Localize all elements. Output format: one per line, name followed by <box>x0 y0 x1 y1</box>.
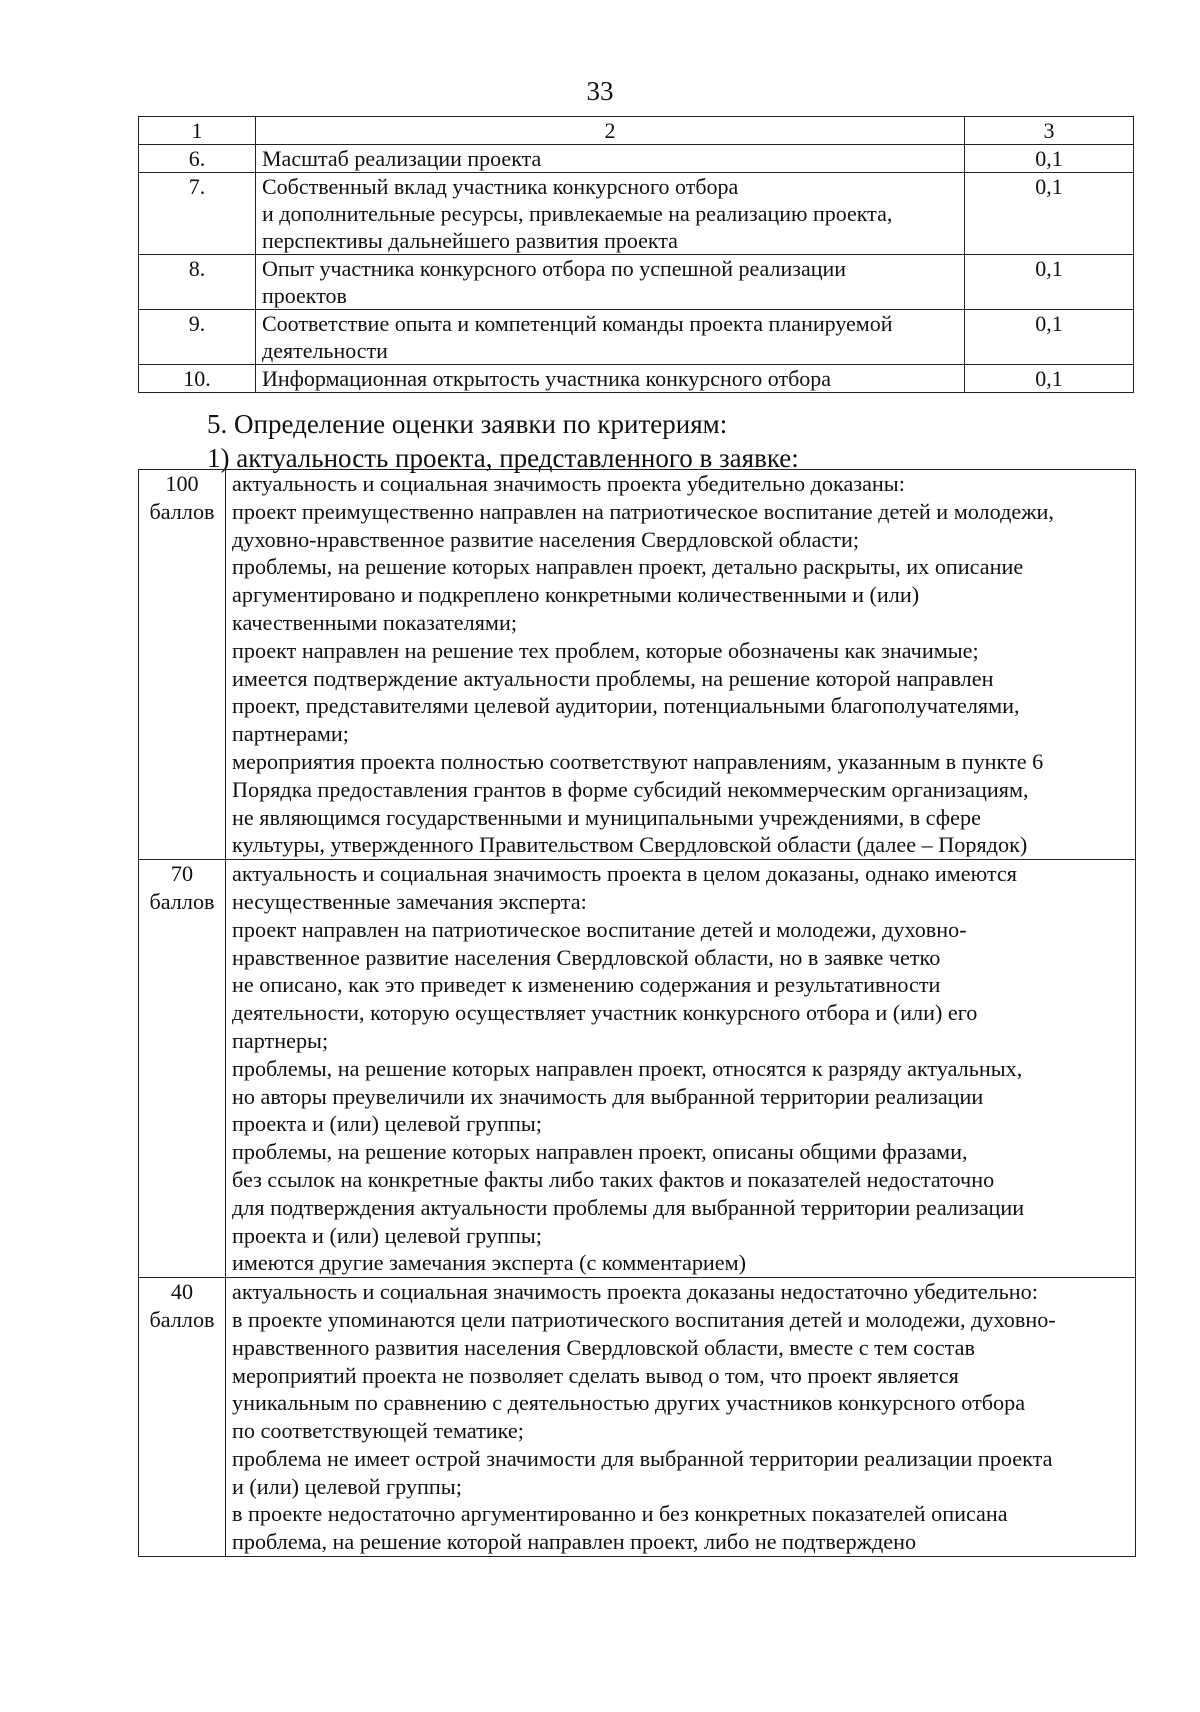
score-cell <box>139 860 226 1278</box>
description-line: качественными показателями; <box>232 609 518 635</box>
criteria-text-line: Соответствие опыта и компетенций команды проекта планируемой <box>262 311 893 336</box>
header-col-1: 1 <box>139 117 256 145</box>
description-line: для подтверждения актуальности проблемы для выбранной территории реализации <box>232 1194 1025 1220</box>
criteria-row <box>139 145 1134 173</box>
criteria-number: 10. <box>139 365 256 393</box>
criteria-number: 8. <box>139 255 256 310</box>
criteria-text <box>256 310 965 365</box>
scoring-row <box>139 470 1136 860</box>
score-value: 40 <box>170 1279 194 1305</box>
header-col-3: 3 <box>965 117 1134 145</box>
criteria-weight: 0,1 <box>965 173 1134 255</box>
score-unit: баллов <box>149 498 215 524</box>
criteria-number: 9. <box>139 310 256 365</box>
score-cell <box>139 470 226 860</box>
description-line: деятельности, которую осуществляет участник конкурсного отбора и (или) его <box>232 1000 978 1026</box>
description-line: аргументировано и подкреплено конкретными количественными и (или) <box>232 582 920 608</box>
description-line: актуальность и социальная значимость проекта доказаны недостаточно убедительно: <box>232 1279 1038 1305</box>
criteria-row <box>139 173 1134 255</box>
description-line: без ссылок на конкретные факты либо таких фактов и показателей недостаточно <box>232 1166 995 1192</box>
description-line: в проекте упоминаются цели патриотического воспитания детей и молодежи, духовно- <box>232 1306 1056 1332</box>
criteria-text-line: Опыт участника конкурсного отбора по успешной реализации <box>262 256 847 281</box>
page-number: 33 <box>586 76 614 106</box>
description-line: имеются другие замечания эксперта (с комментарием) <box>232 1250 747 1276</box>
description-line: проблема, на решение которой направлен проект, либо не подтверждено <box>232 1529 917 1555</box>
description-line: в проекте недостаточно аргументированно и без конкретных показателей описана <box>232 1501 1008 1527</box>
description-line: не являющимся государственными и муниципальными учреждениями, в сфере <box>232 804 981 830</box>
criteria-weight: 0,1 <box>965 310 1134 365</box>
description-line: но авторы преувеличили их значимость для выбранной территории реализации <box>232 1083 984 1109</box>
scoring-table <box>138 469 1136 1557</box>
scoring-row <box>139 860 1136 1278</box>
description-line: Порядка предоставления грантов в форме субсидий некоммерческим организациям, <box>232 776 1029 802</box>
header-col-2: 2 <box>256 117 965 145</box>
description-line: не описано, как это приведет к изменению содержания и результативности <box>232 972 941 998</box>
criteria-text-line: перспективы дальнейшего развития проекта <box>262 228 678 253</box>
description-line: и (или) целевой группы; <box>232 1473 462 1499</box>
criteria-row <box>139 365 1134 393</box>
criteria-text <box>256 365 965 393</box>
description-line: проблемы, на решение которых направлен проект, относятся к разряду актуальных, <box>232 1055 1023 1081</box>
scoring-row <box>139 1278 1136 1557</box>
description-line: имеется подтверждение актуальности проблемы, на решение которой направлен <box>232 665 994 691</box>
criteria-text <box>256 173 965 255</box>
description-line: проблема не имеет острой значимости для выбранной территории реализации проекта <box>232 1445 1053 1471</box>
description-line: проект направлен на патриотическое воспитание детей и молодежи, духовно- <box>232 916 967 942</box>
description-line: культуры, утвержденного Правительством Свердловской области (далее – Порядок) <box>232 832 1028 858</box>
section-title: 5. Определение оценки заявки по критериям: <box>207 409 728 439</box>
description-line: проект, представителями целевой аудитории, потенциальными благополучателями, <box>232 693 1020 719</box>
description-line: проект преимущественно направлен на патриотическое воспитание детей и молодежи, <box>232 498 1054 524</box>
description-line: мероприятий проекта не позволяет сделать вывод о том, что проект является <box>232 1362 959 1388</box>
criteria-text <box>256 255 965 310</box>
description-line: нравственного развития населения Свердловской области, вместе с тем состав <box>232 1334 975 1360</box>
criteria-number: 6. <box>139 145 256 173</box>
criteria-text-line: Масштаб реализации проекта <box>262 146 542 171</box>
description-line: проекта и (или) целевой группы; <box>232 1222 542 1248</box>
subsection-title: 1) актуальность проекта, представленного в заявке: <box>207 443 799 473</box>
criteria-number: 7. <box>139 173 256 255</box>
score-value: 70 <box>170 861 194 887</box>
description-line: партнерами; <box>232 721 349 747</box>
score-description <box>226 470 1136 860</box>
score-description <box>226 1278 1136 1557</box>
criteria-table <box>138 116 1134 393</box>
criteria-text-line: и дополнительные ресурсы, привлекаемые на реализацию проекта, <box>262 201 893 226</box>
criteria-text <box>256 145 965 173</box>
description-line: мероприятия проекта полностью соответствуют направлениям, указанным в пункте 6 <box>232 748 1044 774</box>
criteria-row <box>139 255 1134 310</box>
description-line: нравственное развитие населения Свердловской области, но в заявке четко <box>232 944 941 970</box>
score-unit: баллов <box>149 888 215 914</box>
description-line: уникальным по сравнению с деятельностью других участников конкурсного отбора <box>232 1390 1026 1416</box>
description-line: проект направлен на решение тех проблем, которые обозначены как значимые; <box>232 637 979 663</box>
criteria-weight: 0,1 <box>965 365 1134 393</box>
description-line: по соответствующей тематике; <box>232 1418 524 1444</box>
criteria-text-line: Информационная открытость участника конкурсного отбора <box>262 366 832 391</box>
criteria-weight: 0,1 <box>965 255 1134 310</box>
description-line: актуальность и социальная значимость проекта убедительно доказаны: <box>232 471 905 496</box>
criteria-text-line: проектов <box>262 283 347 308</box>
description-line: проекта и (или) целевой группы; <box>232 1111 542 1137</box>
criteria-text-line: деятельности <box>262 338 388 363</box>
criteria-weight: 0,1 <box>965 145 1134 173</box>
criteria-table-header-row <box>139 117 1134 145</box>
score-value: 100 <box>165 471 199 496</box>
criteria-text-line: Собственный вклад участника конкурсного отбора <box>262 174 739 199</box>
description-line: проблемы, на решение которых направлен проект, детально раскрыты, их описание <box>232 554 1024 580</box>
score-cell <box>139 1278 226 1557</box>
description-line: духовно-нравственное развитие населения Свердловской области; <box>232 526 860 552</box>
score-description <box>226 860 1136 1278</box>
criteria-row <box>139 310 1134 365</box>
score-unit: баллов <box>149 1306 215 1332</box>
description-line: партнеры; <box>232 1027 329 1053</box>
description-line: актуальность и социальная значимость проекта в целом доказаны, однако имеются <box>232 861 1017 887</box>
description-line: проблемы, на решение которых направлен проект, описаны общими фразами, <box>232 1139 968 1165</box>
description-line: несущественные замечания эксперта: <box>232 888 587 914</box>
